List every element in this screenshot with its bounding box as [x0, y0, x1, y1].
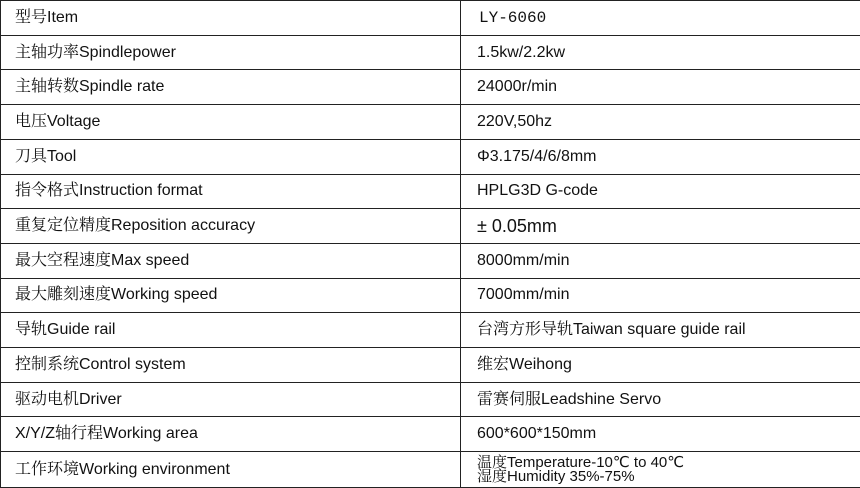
row-label: 工作环境Working environment [1, 452, 461, 488]
table-row [1, 417, 860, 452]
row-label: 主轴功率Spindlepower [1, 35, 461, 70]
temperature-range: 温度Temperature-10℃ to 40℃ [477, 453, 685, 471]
row-value: 600*600*150mm [461, 417, 860, 452]
row-value: 1.5kw/2.2kw [461, 35, 860, 70]
row-label: 重复定位精度Reposition accuracy [1, 209, 461, 244]
table-row [1, 382, 860, 417]
row-value: 8000mm/min [461, 243, 860, 278]
row-value: LY-6060 [461, 1, 860, 36]
table-row [1, 70, 860, 105]
row-value: ± 0.05mm [461, 209, 860, 244]
row-label: 驱动电机Driver [1, 382, 461, 417]
table-row [1, 105, 860, 140]
table-row [1, 452, 860, 488]
row-label: 最大雕刻速度Working speed [1, 278, 461, 313]
table-row [1, 209, 860, 244]
table-row [1, 313, 860, 348]
table-row [1, 243, 860, 278]
row-value: 7000mm/min [461, 278, 860, 313]
row-value: 220V,50hz [461, 105, 860, 140]
row-label: 控制系统Control system [1, 348, 461, 383]
row-value [461, 452, 860, 488]
row-value: 24000r/min [461, 70, 860, 105]
humidity-range: 湿度Humidity 35%-75% [477, 467, 635, 485]
table-row [1, 35, 860, 70]
row-label: 导轨Guide rail [1, 313, 461, 348]
table-row [1, 174, 860, 209]
row-value: HPLG3D G-code [461, 174, 860, 209]
row-label: 刀具Tool [1, 139, 461, 174]
row-label: X/Y/Z轴行程Working area [1, 417, 461, 452]
table-row [1, 348, 860, 383]
row-label: 型号Item [1, 1, 461, 36]
row-value: 雷赛伺服Leadshine Servo [461, 382, 860, 417]
row-label: 主轴转数Spindle rate [1, 70, 461, 105]
row-value: 维宏Weihong [461, 348, 860, 383]
row-value: 台湾方形导轨Taiwan square guide rail [461, 313, 860, 348]
row-label: 指令格式Instruction format [1, 174, 461, 209]
row-label: 最大空程速度Max speed [1, 243, 461, 278]
table-row [1, 1, 860, 36]
table-row [1, 278, 860, 313]
table-row [1, 139, 860, 174]
row-label: 电压Voltage [1, 105, 461, 140]
row-value: Φ3.175/4/6/8mm [461, 139, 860, 174]
